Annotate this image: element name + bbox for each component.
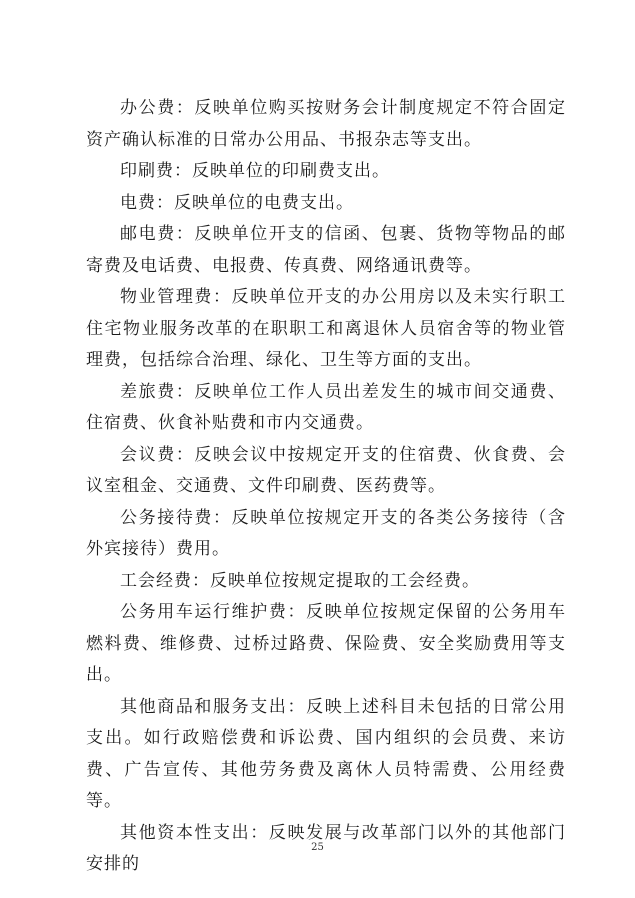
paragraph-travel-expense: 差旅费：反映单位工作人员出差发生的城市间交通费、住宿费、伙食补贴费和市内交通费。 [86,381,566,433]
paragraph-property-management-expense: 物业管理费：反映单位开支的办公用房以及未实行职工住宅物业服务改革的在职职工和离退休人员宿舍等的物业管理费，包括综合治理、绿化、卫生等方面的支出。 [86,287,566,370]
document-body [86,93,566,881]
paragraph-official-vehicle-expense: 公务用车运行维护费：反映单位按规定保留的公务用车燃料费、维修费、过桥过路费、保险费、安全奖励费用等支出。 [86,602,566,685]
paragraph-printing-expense: 印刷费：反映单位的印刷费支出。 [120,161,390,181]
paragraph-union-funds: 工会经费：反映单位按规定提取的工会经费。 [120,570,480,591]
paragraph-postal-telecom-expense: 邮电费：反映单位开支的信函、包裹、货物等物品的邮寄费及电话费、电报费、传真费、网络通讯费等。 [86,224,566,276]
paragraph-office-expense: 办公费：反映单位购买按财务会计制度规定不符合固定资产确认标准的日常办公用品、书报杂志等支出。 [86,98,566,150]
paragraph-other-capital-expense: 其他资本性支出：反映发展与改革部门以外的其他部门安排的 [86,822,566,874]
paragraph-other-goods-services: 其他商品和服务支出：反映上述科目未包括的日常公用支出。如行政赔偿费和诉讼费、国内组织的会员费、来访费、广告宣传、其他劳务费及离休人员特需费、公用经费等。 [86,696,566,811]
paragraph-electricity-expense: 电费：反映单位的电费支出。 [120,192,354,213]
paragraph-meeting-expense: 会议费：反映会议中按规定开支的住宿费、伙食费、会议室租金、交通费、文件印刷费、医药费等。 [86,444,566,496]
paragraph-official-reception-expense: 公务接待费：反映单位按规定开支的各类公务接待（含外宾接待）费用。 [86,507,566,559]
page-number: 25 [311,842,324,853]
